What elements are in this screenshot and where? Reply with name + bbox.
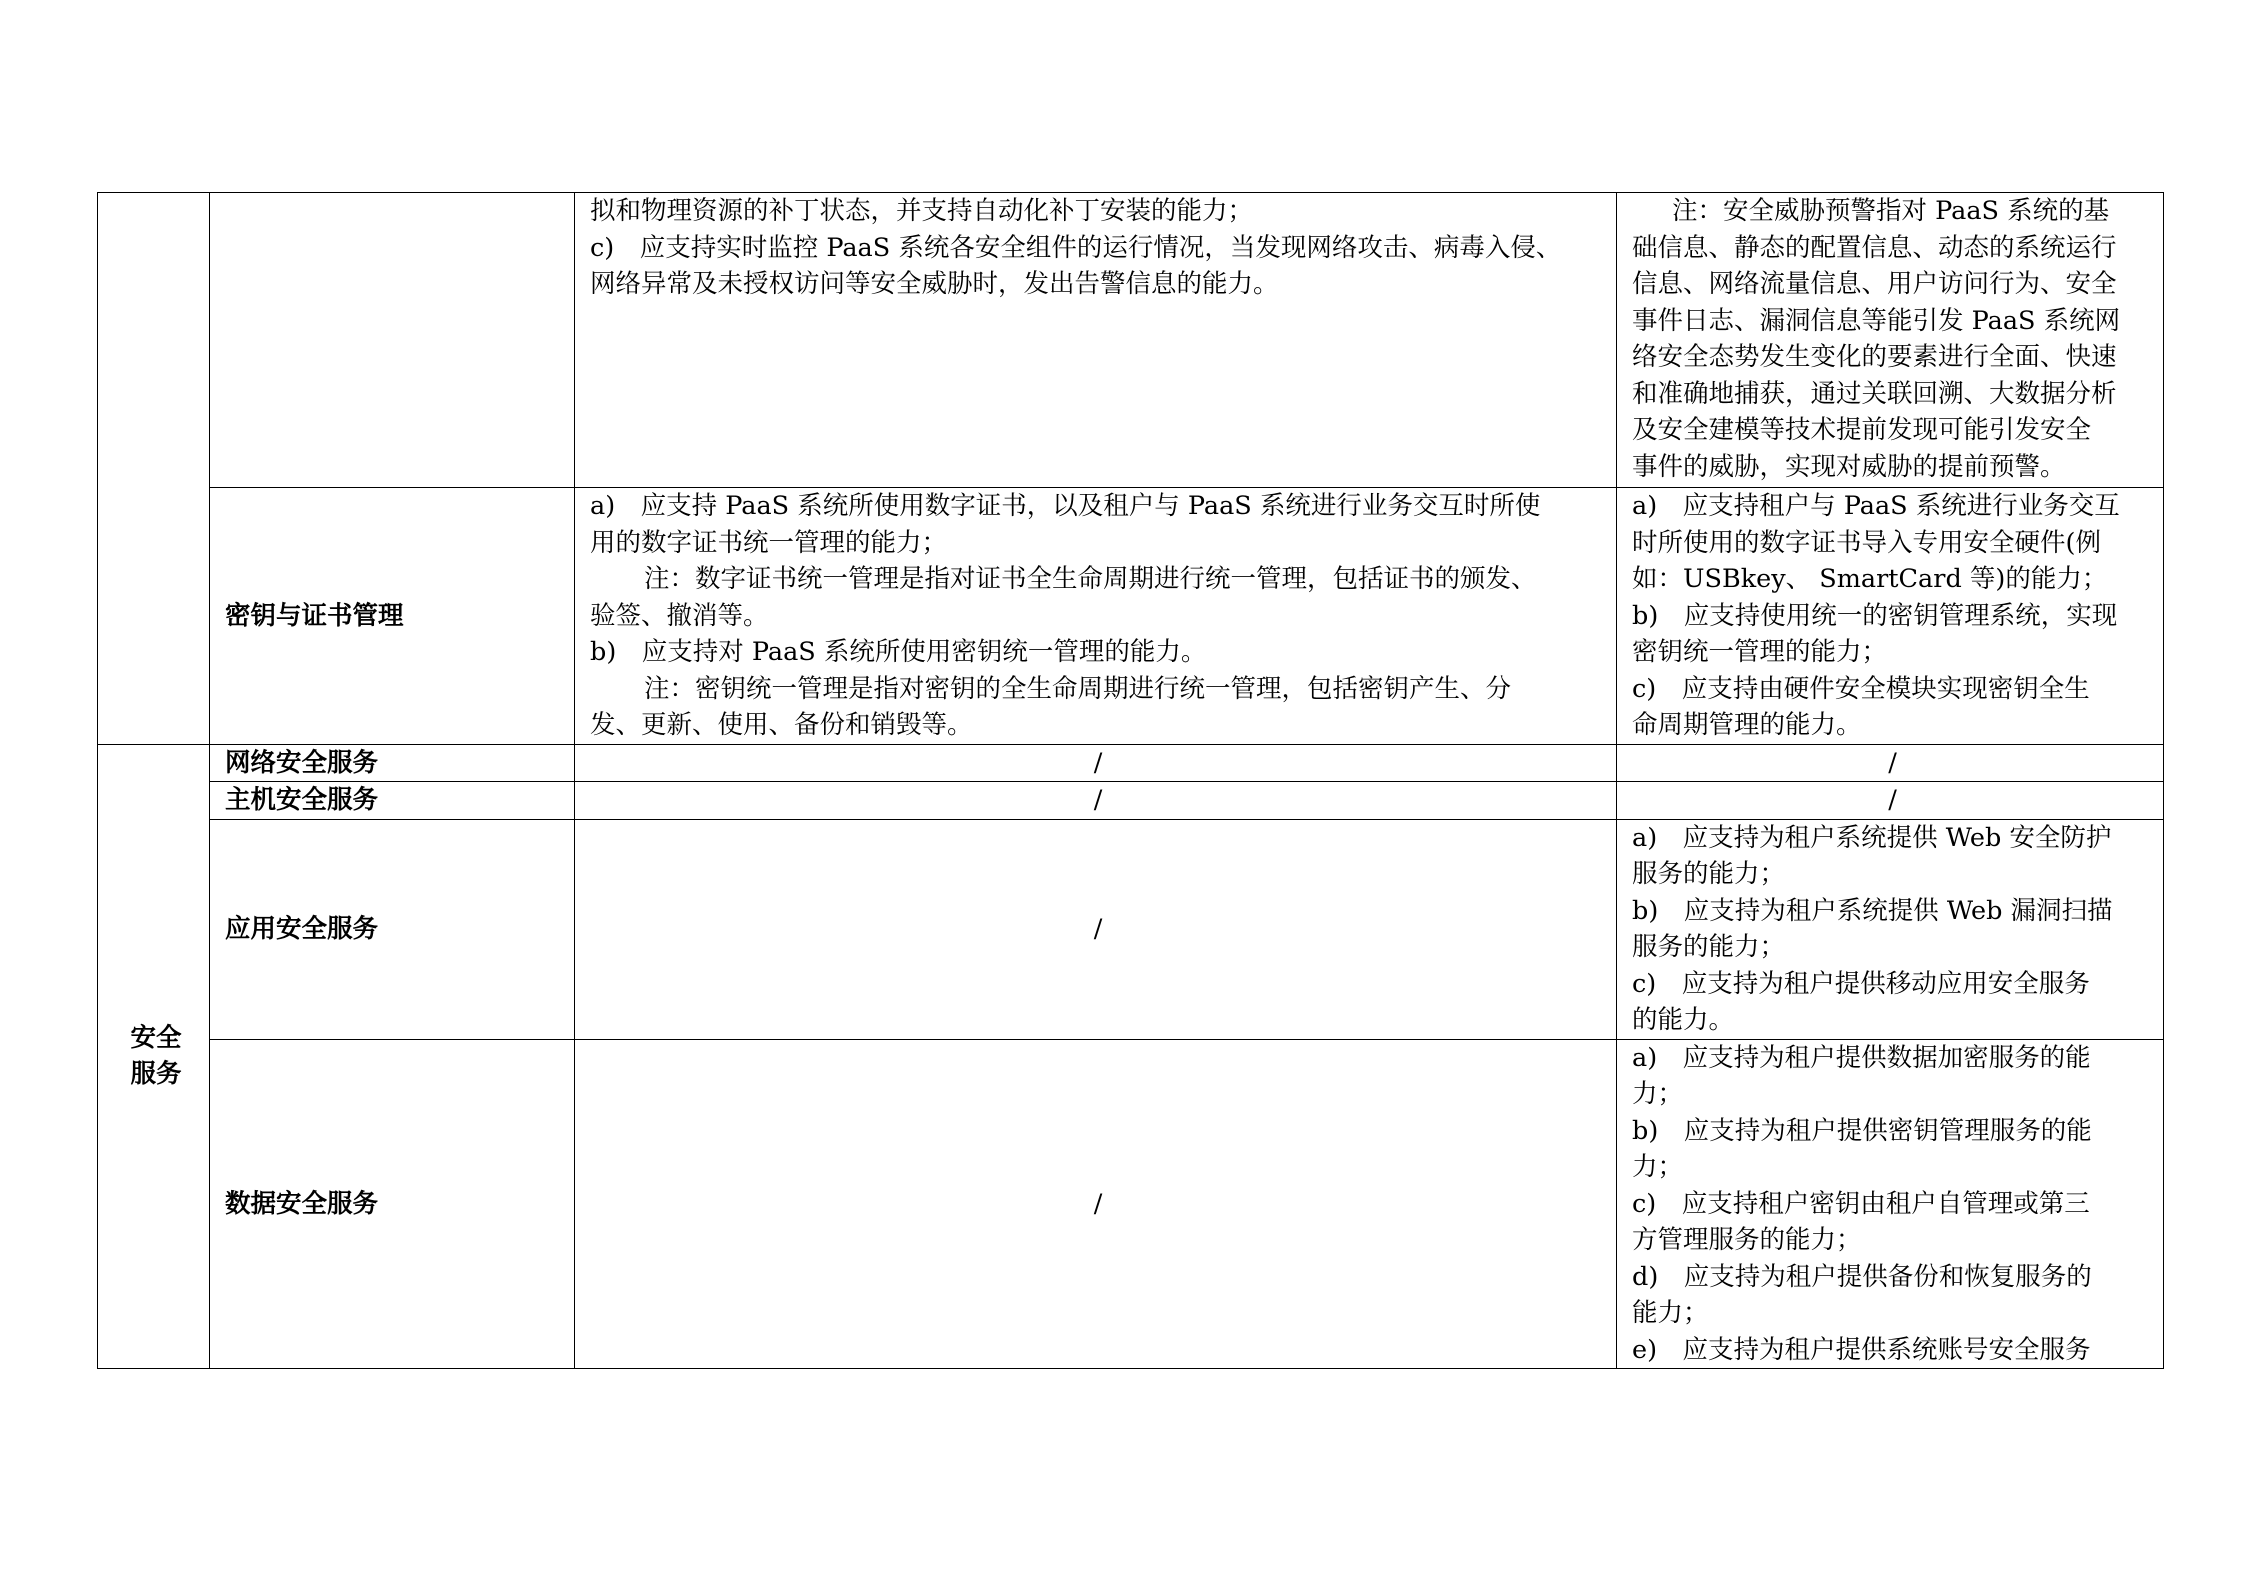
text-line: a) 应支持为租户提供数据加密服务的能 <box>1632 1042 2091 1073</box>
category-label: 安全 <box>130 1022 182 1053</box>
tenant-requirement-cell: / <box>1617 782 2164 820</box>
platform-requirement-cell <box>575 488 1617 745</box>
tenant-requirement-cell <box>1617 488 2164 745</box>
text-line: 如：USBkey、 SmartCard 等)的能力； <box>1632 564 2108 594</box>
item-name-cell: 数据安全服务 <box>210 1039 575 1369</box>
text-line: 信息、网络流量信息、用户访问行为、安全 <box>1632 269 2117 299</box>
text-line: 密钥统一管理的能力； <box>1632 637 1888 667</box>
item-name-cell <box>210 193 575 488</box>
platform-requirement-cell: / <box>575 819 1617 1039</box>
text-line: c) 应支持为租户提供移动应用安全服务 <box>1632 968 2090 999</box>
table-row <box>98 782 2164 820</box>
text-line: 的能力。 <box>1632 1005 1735 1035</box>
text-line: 命周期管理的能力。 <box>1632 710 1862 740</box>
text-line: 能力； <box>1632 1298 1709 1328</box>
platform-requirement-cell <box>575 193 1617 488</box>
text-line: b) 应支持为租户提供密钥管理服务的能 <box>1632 1115 2092 1146</box>
text-line: c) 应支持租户密钥由租户自管理或第三 <box>1632 1188 2090 1219</box>
note-line: 注：数字证书统一管理是指对证书全生命周期进行统一管理，包括证书的颁发、 <box>644 564 1537 594</box>
text-line: 网络异常及未授权访问等安全威胁时，发出告警信息的能力。 <box>590 269 1279 299</box>
text-line: 方管理服务的能力； <box>1632 1225 1862 1255</box>
text-line: a) 应支持 PaaS 系统所使用数字证书，以及租户与 PaaS 系统进行业务交互时所使 <box>590 491 1541 521</box>
text-line: a) 应支持为租户系统提供 Web 安全防护 <box>1632 822 2112 853</box>
text-line: 服务的能力； <box>1632 859 1786 889</box>
tenant-requirement-cell <box>1617 1039 2164 1369</box>
tenant-requirement-cell <box>1617 819 2164 1039</box>
text-line: b) 应支持为租户系统提供 Web 漏洞扫描 <box>1632 895 2113 926</box>
text-line: 事件的威胁，实现对威胁的提前预警。 <box>1632 451 2066 482</box>
platform-requirement-cell: / <box>575 744 1617 782</box>
tenant-requirement-cell <box>1617 193 2164 488</box>
table-row <box>98 819 2164 1039</box>
text-line: 及安全建模等技术提前发现可能引发安全 <box>1632 415 2092 445</box>
text-line: c) 应支持由硬件安全模块实现密钥全生 <box>1632 673 2090 704</box>
text-line: 和准确地捕获，通过关联回溯、大数据分析 <box>1632 378 2117 409</box>
text-line: 服务的能力； <box>1632 932 1786 962</box>
table-row <box>98 193 2164 488</box>
text-line: b) 应支持对 PaaS 系统所使用密钥统一管理的能力。 <box>590 637 1207 667</box>
text-line: 验签、撤消等。 <box>590 600 769 631</box>
text-line: 拟和物理资源的补丁状态，并支持自动化补丁安装的能力； <box>590 196 1254 226</box>
item-name-cell: 主机安全服务 <box>210 782 575 820</box>
note-line: 注：安全威胁预警指对 PaaS 系统的基 <box>1672 196 2110 226</box>
item-name-cell: 网络安全服务 <box>210 744 575 782</box>
note-line: 注：密钥统一管理是指对密钥的全生命周期进行统一管理，包括密钥产生、分 <box>644 673 1512 704</box>
text-line: 事件日志、漏洞信息等能引发 PaaS 系统网 <box>1632 305 2121 336</box>
text-line: 用的数字证书统一管理的能力； <box>590 527 948 558</box>
text-line: 发、更新、使用、备份和销毁等。 <box>590 710 973 740</box>
table-row <box>98 488 2164 745</box>
text-line: 力； <box>1632 1152 1684 1182</box>
table-row <box>98 744 2164 782</box>
category-cell-continued <box>98 193 210 745</box>
category-label: 服务 <box>130 1059 182 1090</box>
text-line: b) 应支持使用统一的密钥管理系统，实现 <box>1632 600 2118 631</box>
text-line: 力； <box>1632 1079 1684 1109</box>
text-line: 络安全态势发生变化的要素进行全面、快速 <box>1632 342 2117 372</box>
item-name-cell: 应用安全服务 <box>210 819 575 1039</box>
item-name-cell: 密钥与证书管理 <box>210 488 575 745</box>
text-line: 础信息、静态的配置信息、动态的系统运行 <box>1632 232 2117 263</box>
tenant-requirement-cell: / <box>1617 744 2164 782</box>
text-line: c) 应支持实时监控 PaaS 系统各安全组件的运行情况，当发现网络攻击、病毒入侵、 <box>590 232 1562 263</box>
table-row <box>98 1039 2164 1369</box>
text-line: d) 应支持为租户提供备份和恢复服务的 <box>1632 1261 2092 1292</box>
platform-requirement-cell: / <box>575 782 1617 820</box>
requirements-table <box>97 192 2164 1369</box>
platform-requirement-cell: / <box>575 1039 1617 1369</box>
text-line: 时所使用的数字证书导入专用安全硬件(例 <box>1632 527 2101 558</box>
text-line: e) 应支持为租户提供系统账号安全服务 <box>1632 1334 2091 1365</box>
category-cell <box>98 744 210 1369</box>
text-line: a) 应支持租户与 PaaS 系统进行业务交互 <box>1632 491 2120 521</box>
